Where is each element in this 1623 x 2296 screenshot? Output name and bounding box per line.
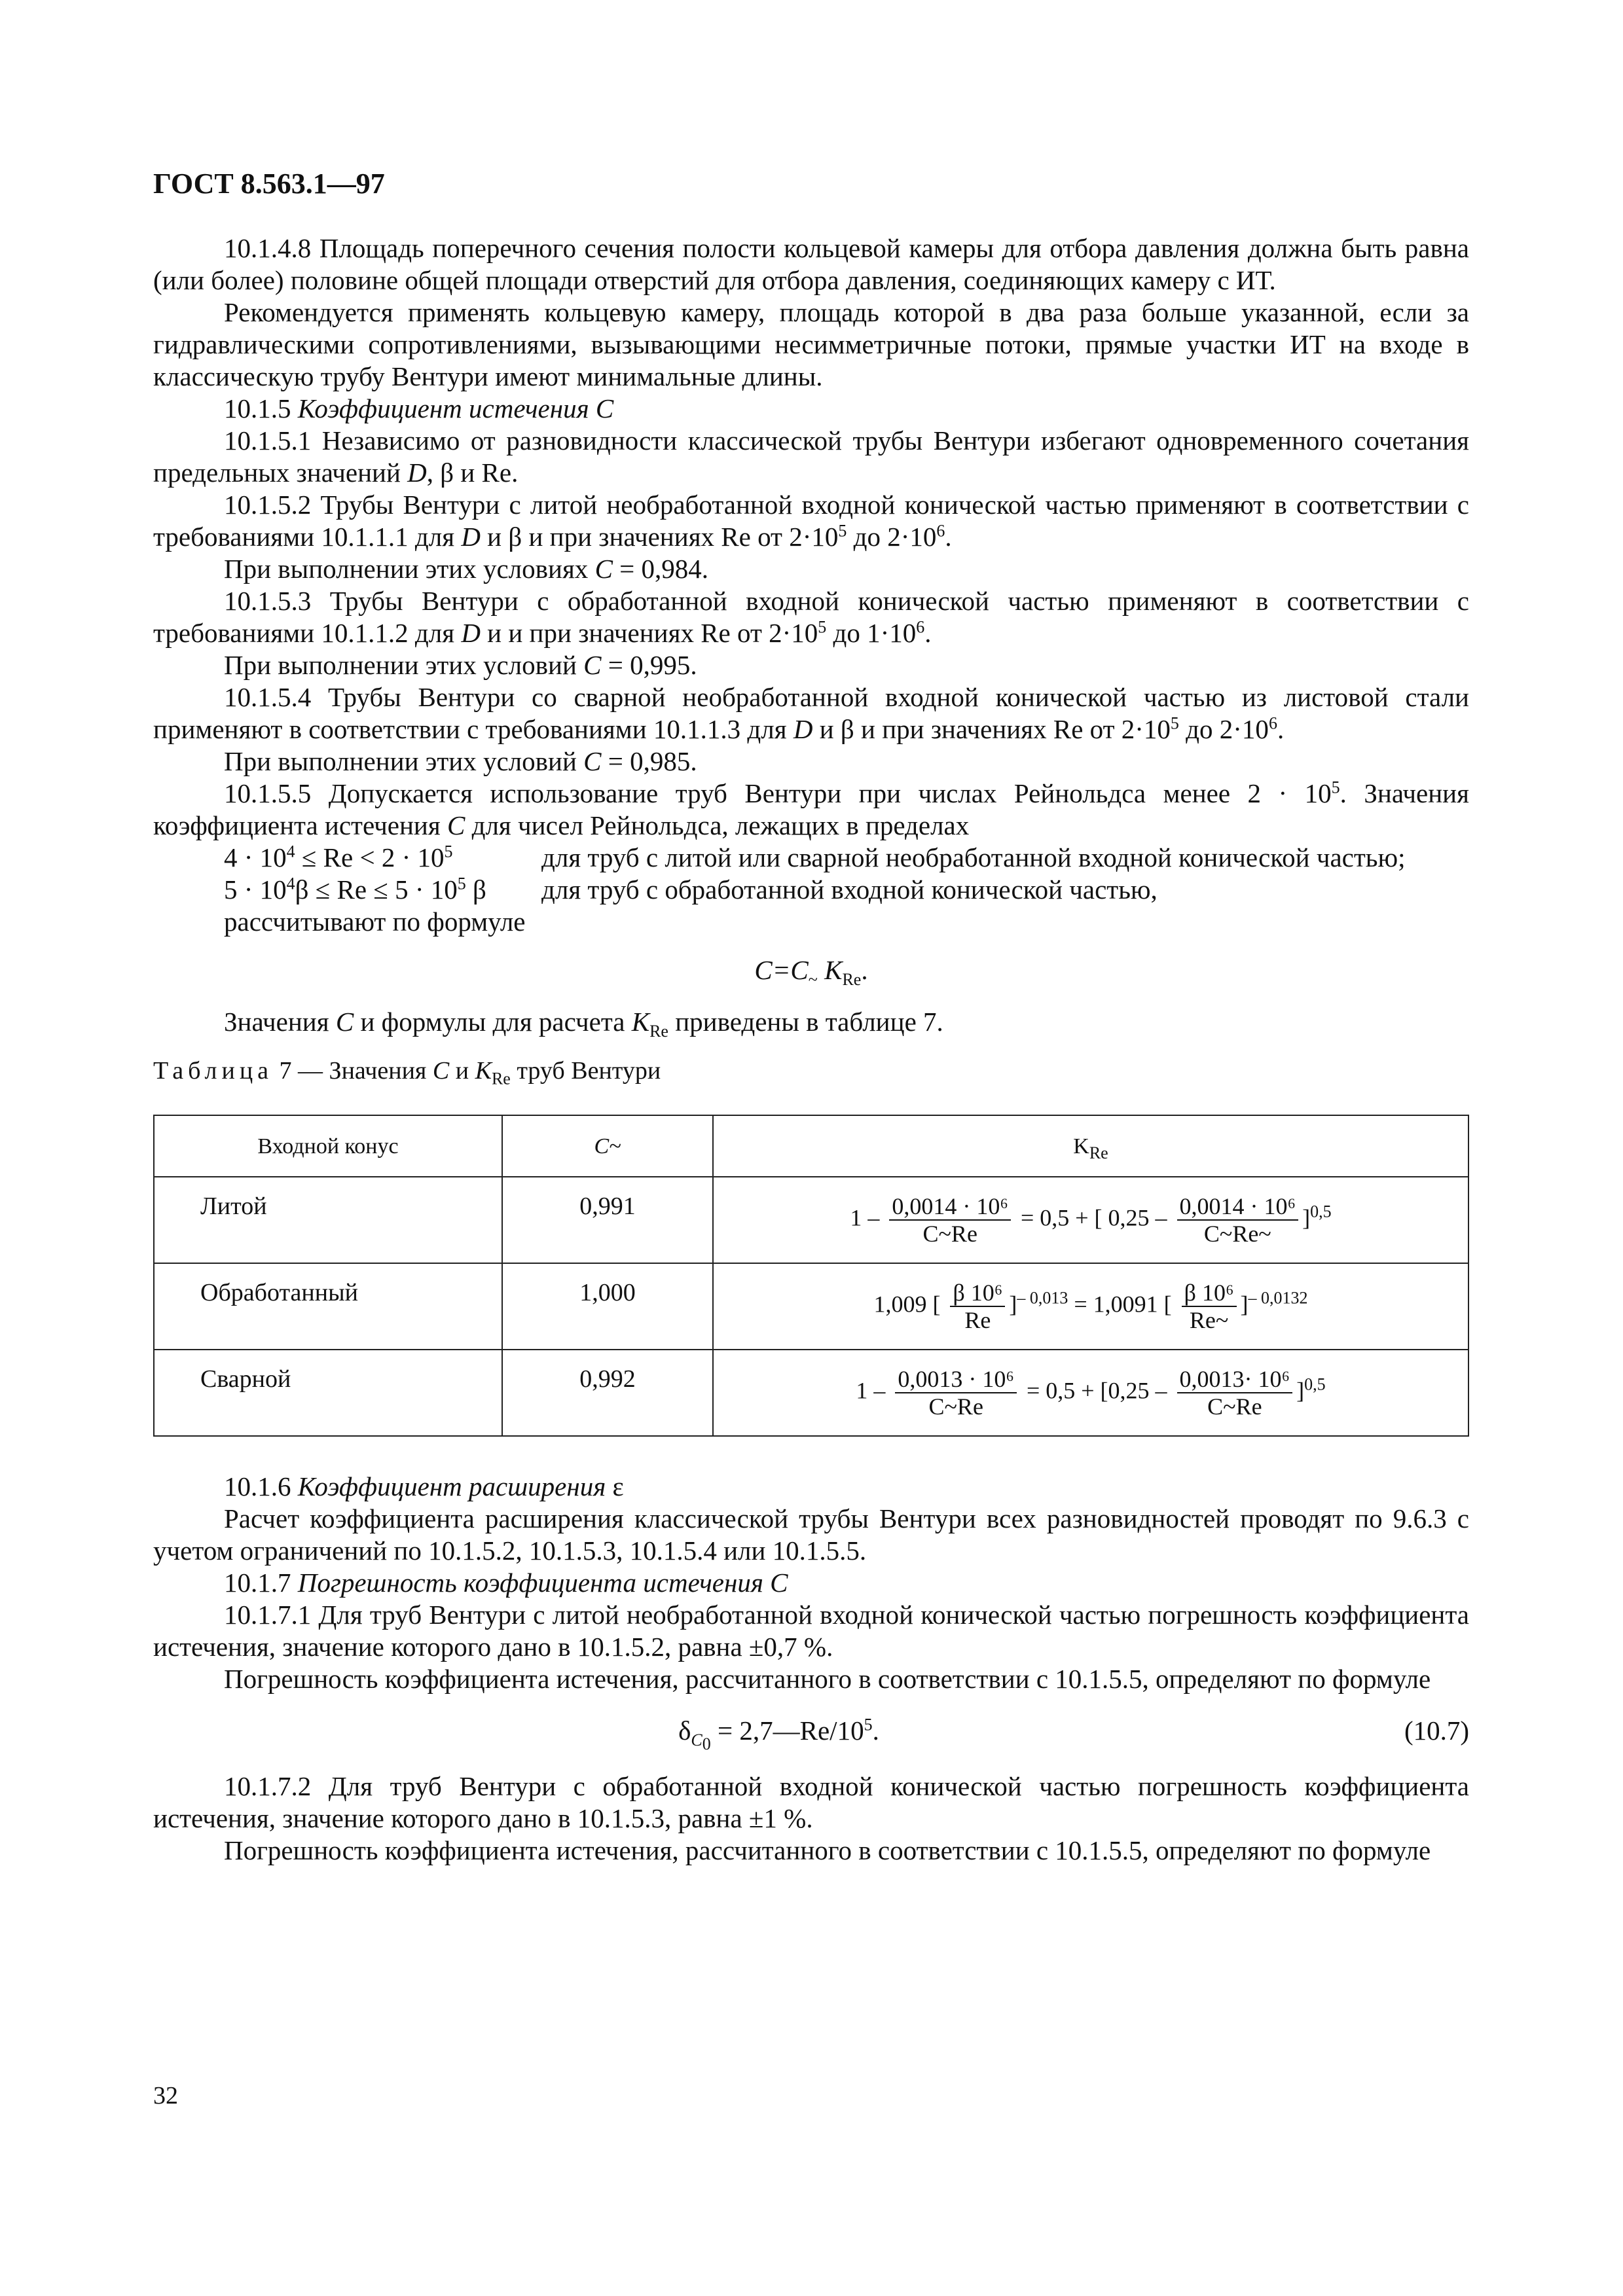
formula-part: ] [1240, 1291, 1249, 1318]
text: . Значения коэффициента истечения [153, 778, 1469, 840]
text: β [465, 874, 486, 905]
numerator: β 10⁶ [950, 1280, 1005, 1307]
text: и β и при значениях Re от 2·10 [487, 522, 839, 552]
equation-part: 5 [864, 1715, 873, 1734]
paragraph-10-1-5-5 [153, 778, 1469, 842]
table-row [154, 1177, 1468, 1263]
denominator: Re [964, 1307, 991, 1333]
fraction [895, 1366, 1017, 1420]
symbol: C [594, 554, 613, 584]
table-caption [153, 1055, 1469, 1087]
condition-description: для труб с литой или сварной необработанной входной конической частью; [541, 842, 1406, 872]
caption-subscript: Re [491, 1069, 511, 1088]
c-value: 0,992 [502, 1350, 713, 1436]
formula-part: = 0,5 + [0,25 – [1026, 1377, 1167, 1404]
equation-part: 0 [702, 1734, 711, 1754]
superscript: 6 [916, 617, 925, 637]
symbol: С [447, 810, 465, 840]
formula-part: ] [1296, 1377, 1305, 1404]
condition-c-0984 [153, 553, 1469, 585]
column-header-c [502, 1115, 713, 1177]
symbol: D [461, 618, 481, 648]
page-number: 32 [153, 2082, 178, 2109]
symbol: ε [612, 1471, 624, 1501]
superscript: 5 [1170, 713, 1179, 733]
caption-label: Таблица [153, 1057, 274, 1085]
text: и β и при значениях Re от 2·10 [819, 714, 1171, 744]
superscript: 4 [286, 842, 295, 861]
header-symbol: C~ [594, 1134, 621, 1158]
text: β ≤ Re ≤ 5 · 10 [295, 874, 458, 905]
exponent: – 0,013 [1017, 1288, 1068, 1308]
section-number: 10.1.6 [224, 1471, 291, 1501]
superscript: 5 [838, 521, 847, 541]
caption-symbol: K [475, 1057, 492, 1085]
formula-part: = 0,5 + [ 0,25 – [1020, 1204, 1167, 1231]
superscript: 5 [818, 617, 827, 637]
caption-symbol: С [432, 1057, 450, 1085]
equation-body [153, 1715, 1404, 1754]
text: При выполнении этих условий [224, 650, 584, 680]
section-title: Погрешность коэффициента истечения С [297, 1568, 788, 1598]
paragraph-10-1-7-1: 10.1.7.1 Для труб Вентури с литой необработанной входной конической частью погрешность коэффициента истечения, значение которого дано в 10.1.5.2, равна ±0,7 %. [153, 1600, 1469, 1662]
fraction [1177, 1366, 1293, 1420]
section-title: Коэффициент расширения [297, 1471, 606, 1501]
equation-subscript [691, 1731, 711, 1754]
caption-text: 7 — Значения [273, 1057, 433, 1085]
symbol: D [793, 714, 813, 744]
subscript: Re [649, 1022, 668, 1041]
symbol: С [335, 1007, 354, 1037]
formula-part: C=C [754, 955, 809, 985]
header-symbol: K [1073, 1134, 1089, 1158]
superscript: 5 [457, 874, 466, 893]
paragraph-10-1-5-2 [153, 489, 1469, 553]
numerator: 0,0013· 10⁶ [1177, 1366, 1293, 1393]
formula-part: 1,009 [ [873, 1291, 941, 1318]
symbol: C [583, 650, 602, 680]
paragraph-10-1-7-1-formula-intro: Погрешность коэффициента истечения, рассчитанного в соответствии с 10.1.5.5, определяют по формуле [224, 1664, 1431, 1694]
text: 10.1.5.4 Трубы Вентури со сварной необработанной входной конической частью из листовой стали применяют в соответствии с требованиями 10.1.1.3 для [153, 682, 1469, 744]
text: . [945, 522, 952, 552]
fraction [1182, 1280, 1237, 1333]
exponent: 0,5 [1310, 1202, 1332, 1221]
denominator: C~Re [928, 1393, 983, 1420]
formula-c-kre [153, 954, 1469, 990]
subscript: Re [842, 970, 862, 990]
denominator: C~Re [922, 1221, 977, 1247]
superscript: 6 [936, 521, 945, 541]
text: = 0,984. [612, 554, 709, 584]
text: 10.1.5.2 Трубы Вентури с литой необработанной входной конической частью применяют в соответствии с требованиями 10.1.1.1 для [153, 490, 1469, 552]
paragraph-10-1-6: Расчет коэффициента расширения классической трубы Вентури всех разновидностей проводят по 9.6.3 с учетом ограничений по 10.1.5.2, 10.1.5.3, 10.1.5.4 или 10.1.5.5. [153, 1503, 1469, 1566]
fraction [950, 1280, 1005, 1333]
table-7 [153, 1115, 1469, 1437]
symbol: K [631, 1007, 650, 1037]
text: и формулы для расчета [360, 1007, 625, 1037]
fraction [889, 1193, 1011, 1247]
paragraph-10-1-7-2-formula-intro: Погрешность коэффициента истечения, рассчитанного в соответствии с 10.1.5.5, определяют по формуле [224, 1835, 1431, 1865]
text: приведены в таблице 7. [675, 1007, 943, 1037]
formula-part: 1 – [850, 1204, 880, 1231]
paragraph-10-1-5-1 [153, 425, 1469, 489]
equation-part: . [872, 1715, 879, 1746]
equation-10-7 [153, 1715, 1469, 1754]
calc-phrase: рассчитывают по формуле [224, 906, 526, 937]
denominator: C~Re~ [1203, 1221, 1271, 1247]
text: , β и Re. [426, 457, 519, 488]
text: 4 · 10 [224, 842, 287, 872]
superscript: 4 [286, 874, 295, 893]
section-10-1-5-heading [153, 393, 1469, 425]
text: до 2·10 [847, 522, 937, 552]
numerator: 0,0014 · 10⁶ [889, 1193, 1011, 1221]
table-header-row [154, 1115, 1468, 1177]
section-number: 10.1.5 [224, 393, 291, 423]
c-value: 1,000 [502, 1263, 713, 1350]
condition-range [224, 874, 541, 906]
table-row [154, 1263, 1468, 1350]
formula-part: 1 – [856, 1377, 886, 1404]
text: для чисел Рейнольдса, лежащих в пределах [471, 810, 970, 840]
section-title: Коэффициент истечения С [297, 393, 614, 423]
numerator: 0,0013 · 10⁶ [895, 1366, 1017, 1393]
caption-text: труб Вентури [510, 1057, 661, 1085]
kre-formula [713, 1177, 1468, 1263]
condition-description: для труб с обработанной входной конической частью, [541, 874, 1158, 905]
symbol: D [461, 522, 481, 552]
equation-part: δ [678, 1715, 691, 1746]
tilde-subscript: ~ [808, 970, 818, 990]
equation-number: (10.7) [1404, 1715, 1469, 1746]
superscript: 6 [1268, 713, 1277, 733]
reynolds-condition-1 [224, 842, 1469, 874]
text: и и при значениях Re от 2·10 [487, 618, 818, 648]
numerator: β 10⁶ [1182, 1280, 1237, 1307]
paragraph-10-1-7-2: 10.1.7.2 Для труб Вентури с обработанной входной конической частью погрешность коэффициента истечения, значение которого дано в 10.1.5.3, равна ±1 %. [153, 1771, 1469, 1833]
paragraph-10-1-5-3 [153, 585, 1469, 649]
cone-type: Сварной [154, 1350, 502, 1436]
fraction [1177, 1193, 1299, 1247]
kre-formula [713, 1263, 1468, 1350]
paragraph-10-1-5-4 [153, 681, 1469, 745]
text: до 1·10 [826, 618, 917, 648]
document-header: ГОСТ 8.563.1—97 [153, 168, 385, 200]
text: 5 · 10 [224, 874, 287, 905]
text: 10.1.5.3 Трубы Вентури с обработанной входной конической частью применяют в соответствии с требованиями 10.1.1.2 для [153, 586, 1469, 648]
numerator: 0,0014 · 10⁶ [1177, 1193, 1299, 1221]
text: = 0,985. [601, 746, 697, 776]
denominator: Re~ [1189, 1307, 1229, 1333]
equation-part: C [691, 1731, 702, 1750]
section-10-1-7-heading [153, 1567, 1469, 1599]
c-value: 0,991 [502, 1177, 713, 1263]
text: до 2·10 [1178, 714, 1269, 744]
formula-part: K [824, 955, 843, 985]
column-header-kre [713, 1115, 1468, 1177]
text: 10.1.5.5 Допускается использование труб Вентури при числах Рейнольдса менее 2 · 10 [224, 778, 1332, 808]
text: Значения [224, 1007, 329, 1037]
exponent: 0,5 [1304, 1374, 1326, 1394]
values-reference [153, 1006, 1469, 1041]
cone-type: Литой [154, 1177, 502, 1263]
text: При выполнении этих условиях [224, 554, 595, 584]
column-header-cone: Входной конус [154, 1115, 502, 1177]
formula-part: = 1,0091 [ [1074, 1291, 1172, 1318]
table-row [154, 1350, 1468, 1436]
condition-c-0995 [153, 649, 1469, 681]
equation-part: = 2,7—Re/10 [710, 1715, 864, 1746]
formula-part: . [861, 955, 868, 985]
text: ≤ Re < 2 · 10 [295, 842, 445, 872]
formula-part: ] [1302, 1204, 1311, 1231]
text: . [924, 618, 932, 648]
paragraph-10-1-4-8: 10.1.4.8 Площадь поперечного сечения полости кольцевой камеры для отбора давления должна быть равна (или более) половине общей площади отверстий для отбора давления, соединяющих камеру с ИТ. [153, 233, 1469, 295]
document-body [153, 232, 1469, 1867]
section-10-1-6-heading [153, 1471, 1469, 1503]
kre-formula [713, 1350, 1468, 1436]
superscript: 5 [1331, 778, 1340, 797]
paragraph-recommendation: Рекомендуется применять кольцевую камеру, площадь которой в два раза больше указанной, если за гидравлическими сопротивлениями, вызывающими несимметричные потоки, прямые участки ИТ на входе в классическую трубу Вентури имеют минимальные длины. [153, 297, 1469, 391]
text: = 0,995. [601, 650, 697, 680]
reynolds-condition-2 [224, 874, 1469, 906]
denominator: C~Re [1207, 1393, 1262, 1420]
section-number: 10.1.7 [224, 1568, 291, 1598]
exponent: – 0,0132 [1248, 1288, 1308, 1308]
caption-text: и [449, 1057, 475, 1085]
header-subscript: Re [1089, 1143, 1108, 1162]
text: При выполнении этих условий [224, 746, 584, 776]
text: . [1277, 714, 1285, 744]
symbol: D [407, 457, 427, 488]
symbol: C [583, 746, 602, 776]
cone-type: Обработанный [154, 1263, 502, 1350]
formula-part: ] [1009, 1291, 1017, 1318]
superscript: 5 [444, 842, 453, 861]
condition-range [224, 842, 541, 874]
condition-c-0985 [153, 745, 1469, 778]
text: 10.1.5.1 Независимо от разновидности классической трубы Вентури избегают одновременного сочетания предельных значений [153, 425, 1469, 488]
